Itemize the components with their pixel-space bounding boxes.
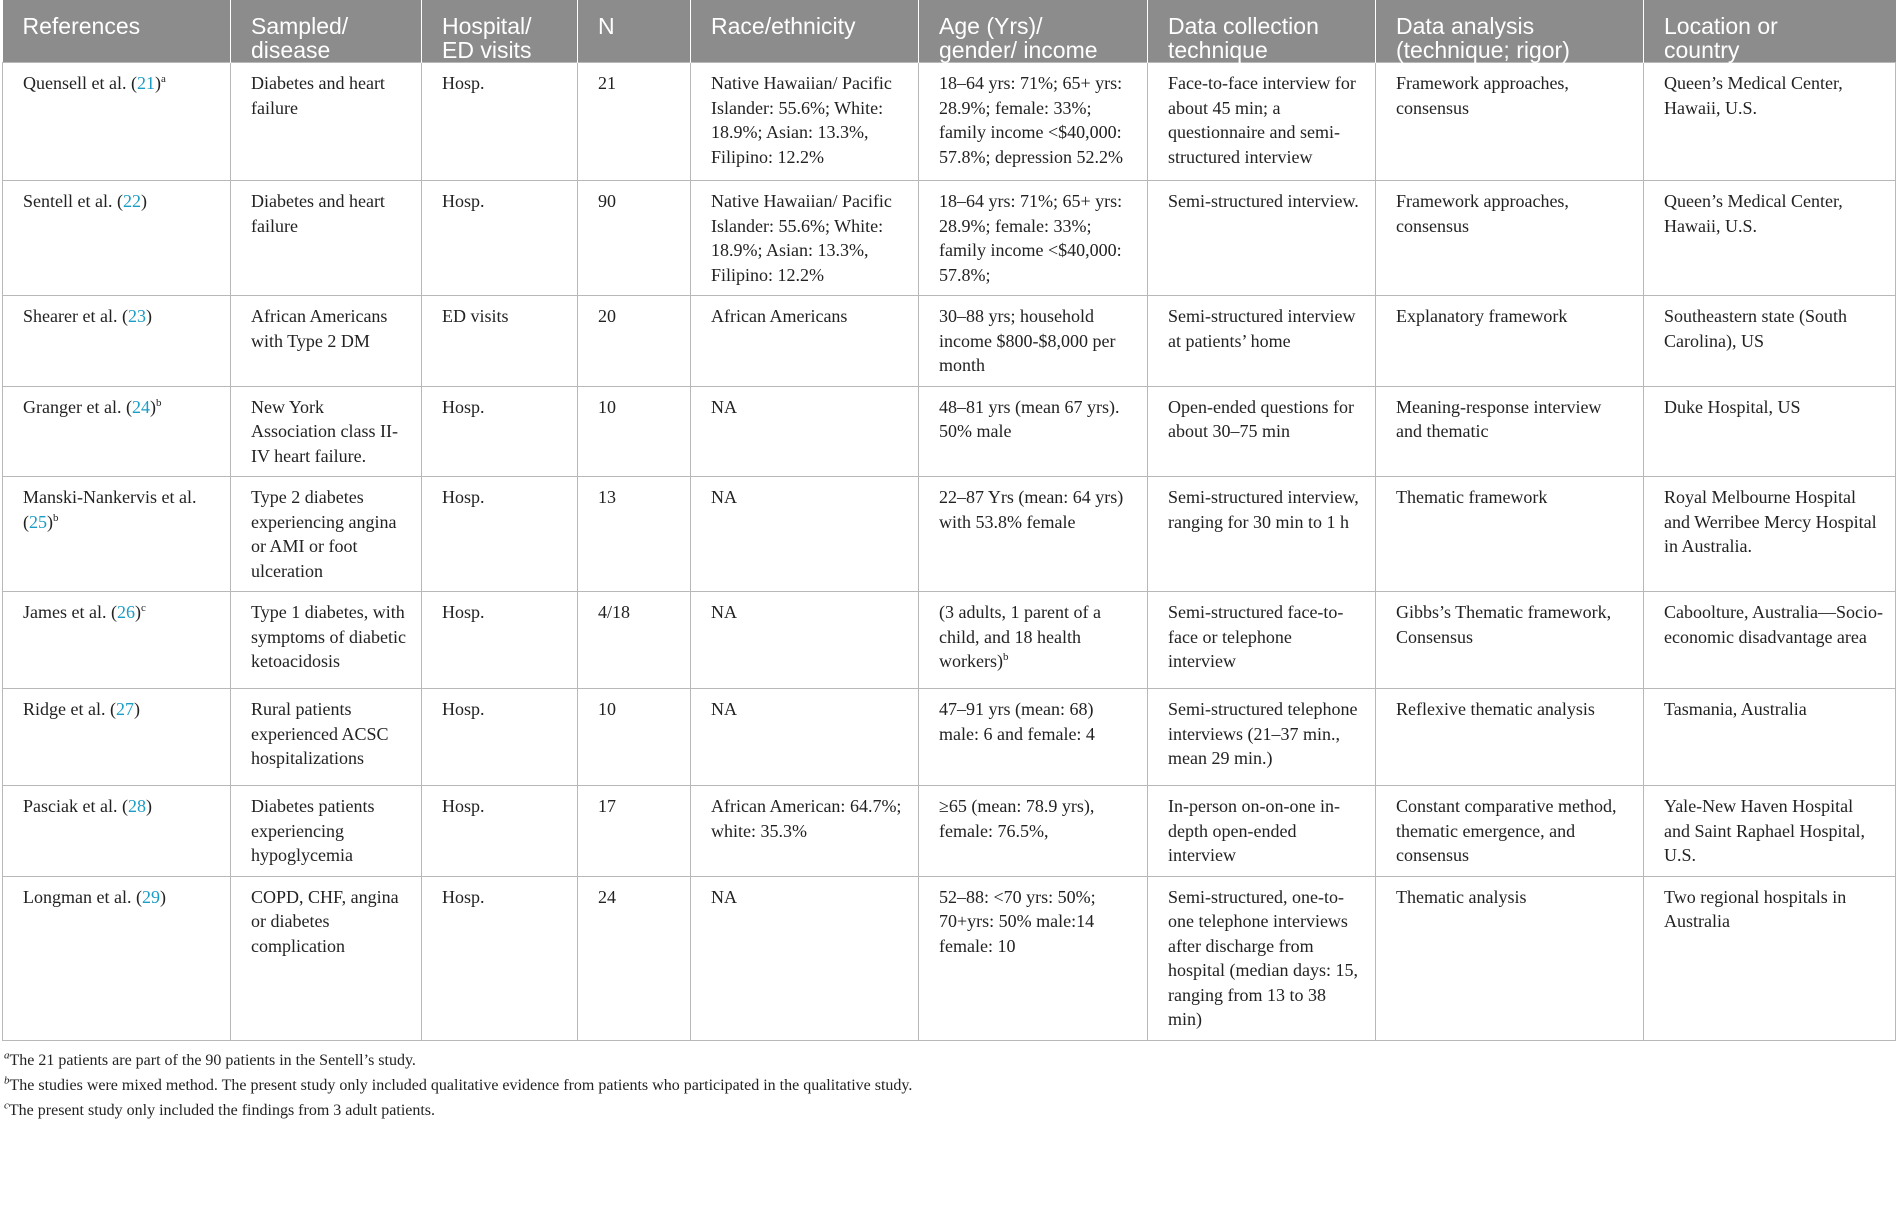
age-footnote-mark: b — [1002, 651, 1009, 663]
cell-location: Yale-New Haven Hospital and Saint Raphael Hospital, U.S. — [1644, 786, 1896, 877]
cell-age-gender-income — [919, 876, 1148, 1040]
cell-age-gender-income — [919, 181, 1148, 296]
cell-sampled-disease: New York Association class II-IV heart failure. — [231, 386, 422, 477]
cell-age-gender-income — [919, 296, 1148, 387]
reference-link[interactable]: 28 — [127, 796, 146, 816]
reference-close: ) — [145, 796, 152, 816]
table-row — [3, 477, 1896, 592]
header-row — [3, 0, 1896, 63]
column-header-line: Location or — [1664, 13, 1778, 39]
cell-data-collection: Semi-structured telephone interviews (21–37 min., mean 29 min.) — [1148, 689, 1376, 786]
cell-n: 21 — [578, 63, 691, 181]
cell-reference — [3, 786, 231, 877]
cell-age-gender-income — [919, 689, 1148, 786]
cell-location: Two regional hospitals in Australia — [1644, 876, 1896, 1040]
reference-footnote-mark: a — [160, 73, 166, 85]
cell-data-collection: Semi-structured interview at patients’ home — [1148, 296, 1376, 387]
age-text: 48–81 yrs (mean 67 yrs). 50% male — [939, 396, 1120, 441]
cell-race-ethnicity: Native Hawaiian/ Pacific Islander: 55.6%; White: 18.9%; Asian: 13.3%, Filipino: 12.2% — [691, 181, 919, 296]
cell-reference — [3, 876, 231, 1040]
cell-sampled-disease: African Americans with Type 2 DM — [231, 296, 422, 387]
cell-sampled-disease: Diabetes and heart failure — [231, 63, 422, 181]
cell-n: 13 — [578, 477, 691, 592]
column-header-n — [578, 0, 691, 63]
reference-footnote-mark: b — [155, 396, 162, 409]
footnote-text: The studies were mixed method. The present study only included qualitative evidence from patients who participated in the qualitative study. — [9, 1076, 913, 1094]
footnote-mark: a — [4, 1049, 10, 1062]
cell-hospital-ed-visits: Hosp. — [422, 786, 578, 877]
reference-author: Granger et al. ( — [23, 396, 132, 417]
cell-hospital-ed-visits: Hosp. — [422, 477, 578, 592]
age-text: ≥65 (mean: 78.9 yrs), female: 76.5%, — [939, 796, 1095, 841]
age-text: 52–88: <70 yrs: 50%; 70+yrs: 50% male:14 female: 10 — [939, 886, 1096, 956]
cell-age-gender-income — [919, 786, 1148, 877]
cell-hospital-ed-visits: Hosp. — [422, 63, 578, 181]
column-header-line: Hospital/ — [442, 13, 532, 39]
footnote-mark: b — [4, 1074, 10, 1087]
reference-close: ) — [134, 602, 141, 622]
cell-sampled-disease: Diabetes patients experiencing hypoglycemia — [231, 786, 422, 877]
cell-n: 24 — [578, 876, 691, 1040]
cell-age-gender-income — [919, 592, 1148, 689]
cell-hospital-ed-visits: Hosp. — [422, 386, 578, 477]
cell-reference — [3, 689, 231, 786]
cell-age-gender-income — [919, 386, 1148, 477]
reference-footnote-mark: b — [53, 511, 59, 524]
cell-hospital-ed-visits: ED visits — [422, 296, 578, 387]
cell-race-ethnicity: NA — [691, 689, 919, 786]
age-text: 22–87 Yrs (mean: 64 yrs) with 53.8% female — [939, 487, 1124, 532]
reference-link[interactable]: 21 — [136, 73, 155, 93]
table-row — [3, 181, 1896, 296]
reference-close: ) — [145, 306, 152, 326]
column-header-line: Race/ethnicity — [711, 13, 856, 39]
column-header-sampled-disease — [231, 0, 422, 63]
footnote — [4, 1098, 1897, 1123]
reference-author: Shearer et al. ( — [23, 306, 128, 326]
reference-link[interactable]: 24 — [131, 396, 150, 417]
column-header-line: Sampled/ — [251, 13, 349, 39]
cell-age-gender-income — [919, 477, 1148, 592]
cell-race-ethnicity: NA — [691, 477, 919, 592]
cell-sampled-disease: Diabetes and heart failure — [231, 181, 422, 296]
column-header-line: disease — [251, 37, 331, 63]
column-header-line: References — [22, 13, 141, 39]
column-header-data-collection-technique — [1148, 0, 1376, 63]
column-header-line: technique — [1168, 37, 1268, 63]
column-header-line: Age (Yrs)/ — [939, 13, 1043, 39]
cell-n: 20 — [578, 296, 691, 387]
footnote — [4, 1048, 1897, 1073]
cell-data-analysis: Meaning-response interview and thematic — [1376, 386, 1644, 477]
cell-reference — [3, 63, 231, 181]
cell-race-ethnicity: African American: 64.7%; white: 35.3% — [691, 786, 919, 877]
footnote — [4, 1073, 1897, 1098]
cell-location: Queen’s Medical Center, Hawaii, U.S. — [1644, 181, 1896, 296]
reference-author: Longman et al. ( — [23, 886, 142, 907]
reference-author: Quensell et al. ( — [23, 73, 137, 93]
reference-author: Manski-Nankervis et al. ( — [23, 487, 197, 532]
cell-n: 17 — [578, 786, 691, 877]
cell-reference — [3, 181, 231, 296]
cell-location: Southeastern state (South Carolina), US — [1644, 296, 1896, 387]
cell-race-ethnicity: NA — [691, 876, 919, 1040]
study-characteristics-table — [2, 0, 1896, 1041]
column-header-data-analysis — [1376, 0, 1644, 63]
reference-close: ) — [133, 699, 140, 719]
cell-race-ethnicity: Native Hawaiian/ Pacific Islander: 55.6%; White: 18.9%; Asian: 13.3%, Filipino: 12.2% — [691, 63, 919, 181]
table-row — [3, 592, 1896, 689]
column-header-race-ethnicity — [691, 0, 919, 63]
column-header-line: country — [1664, 37, 1740, 63]
cell-location: Duke Hospital, US — [1644, 386, 1896, 477]
cell-data-analysis: Framework approaches, consensus — [1376, 63, 1644, 181]
reference-link[interactable]: 29 — [141, 886, 160, 907]
cell-race-ethnicity: African Americans — [691, 296, 919, 387]
cell-reference — [3, 592, 231, 689]
cell-location: Royal Melbourne Hospital and Werribee Mercy Hospital in Australia. — [1644, 477, 1896, 592]
column-header-line: ED visits — [442, 37, 532, 63]
cell-data-analysis: Gibbs’s Thematic framework, Consensus — [1376, 592, 1644, 689]
cell-data-analysis: Framework approaches, consensus — [1376, 181, 1644, 296]
cell-sampled-disease: Rural patients experienced ACSC hospitalizations — [231, 689, 422, 786]
column-header-references — [3, 0, 231, 63]
reference-link[interactable]: 22 — [122, 191, 141, 211]
cell-location: Tasmania, Australia — [1644, 689, 1896, 786]
column-header-line: N — [598, 13, 615, 39]
cell-hospital-ed-visits: Hosp. — [422, 592, 578, 689]
cell-location: Queen’s Medical Center, Hawaii, U.S. — [1644, 63, 1896, 181]
table-row — [3, 386, 1896, 477]
cell-data-analysis: Constant comparative method, thematic emergence, and consensus — [1376, 786, 1644, 877]
cell-hospital-ed-visits: Hosp. — [422, 181, 578, 296]
reference-author: Pasciak et al. ( — [23, 796, 128, 816]
reference-link[interactable]: 27 — [115, 699, 134, 719]
column-header-location-country — [1644, 0, 1896, 63]
cell-data-collection: Semi-structured, one-to-one telephone interviews after discharge from hospital (median days: 15, ranging from 13 to 38 min) — [1148, 876, 1376, 1040]
age-text: 30–88 yrs; household income $800-$8,000 per month — [939, 306, 1116, 375]
column-header-line: (technique; rigor) — [1396, 37, 1570, 63]
reference-link[interactable]: 25 — [29, 511, 47, 532]
reference-author: Sentell et al. ( — [23, 191, 123, 211]
cell-race-ethnicity: NA — [691, 386, 919, 477]
cell-age-gender-income — [919, 63, 1148, 181]
footnote-text: The 21 patients are part of the 90 patients in the Sentell’s study. — [9, 1051, 416, 1069]
cell-reference — [3, 386, 231, 477]
cell-n: 10 — [578, 386, 691, 477]
cell-sampled-disease: Type 2 diabetes experiencing angina or AMI or foot ulceration — [231, 477, 422, 592]
reference-link[interactable]: 26 — [116, 602, 135, 622]
age-text: 18–64 yrs: 71%; 65+ yrs: 28.9%; female: 33%; family income <$40,000: 57.8%; — [939, 191, 1123, 285]
table-row — [3, 63, 1896, 181]
cell-hospital-ed-visits: Hosp. — [422, 689, 578, 786]
table-row — [3, 876, 1896, 1040]
reference-footnote-mark: c — [140, 602, 146, 614]
cell-location: Caboolture, Australia—Socio-economic disadvantage area — [1644, 592, 1896, 689]
table-row — [3, 786, 1896, 877]
cell-data-collection: Semi-structured interview. — [1148, 181, 1376, 296]
cell-data-analysis: Explanatory framework — [1376, 296, 1644, 387]
reference-link[interactable]: 23 — [127, 306, 146, 326]
cell-data-analysis: Reflexive thematic analysis — [1376, 689, 1644, 786]
cell-n: 10 — [578, 689, 691, 786]
reference-author: Ridge et al. ( — [23, 699, 116, 719]
cell-race-ethnicity: NA — [691, 592, 919, 689]
cell-sampled-disease: COPD, CHF, angina or diabetes complication — [231, 876, 422, 1040]
column-header-hospital-ed-visits — [422, 0, 578, 63]
cell-data-analysis: Thematic analysis — [1376, 876, 1644, 1040]
table-body — [3, 63, 1896, 1041]
footnote-text: The present study only included the findings from 3 adult patients. — [8, 1101, 436, 1119]
column-header-line: Data collection — [1168, 13, 1319, 39]
reference-close: ) — [154, 73, 161, 93]
table-row — [3, 689, 1896, 786]
cell-reference — [3, 477, 231, 592]
cell-reference — [3, 296, 231, 387]
reference-close: ) — [159, 886, 166, 907]
cell-sampled-disease: Type 1 diabetes, with symptoms of diabetic ketoacidosis — [231, 592, 422, 689]
age-text: 18–64 yrs: 71%; 65+ yrs: 28.9%; female: 33%; family income <$40,000: 57.8%; depression 52.2% — [939, 73, 1123, 167]
reference-close: ) — [149, 396, 156, 417]
age-text: 47–91 yrs (mean: 68) male: 6 and female: 4 — [939, 699, 1095, 744]
reference-author: James et al. ( — [23, 602, 117, 622]
cell-data-analysis: Thematic framework — [1376, 477, 1644, 592]
cell-data-collection: Semi-structured interview, ranging for 30 min to 1 h — [1148, 477, 1376, 592]
cell-hospital-ed-visits: Hosp. — [422, 876, 578, 1040]
column-header-age-gender-income — [919, 0, 1148, 63]
column-header-line: Data analysis — [1396, 13, 1535, 39]
cell-n: 90 — [578, 181, 691, 296]
cell-data-collection: Semi-structured face-to-face or telephone interview — [1148, 592, 1376, 689]
age-text: (3 adults, 1 parent of a child, and 18 health workers) — [939, 602, 1101, 671]
reference-close: ) — [140, 191, 147, 211]
cell-data-collection: Face-to-face interview for about 45 min; a questionnaire and semi-structured interview — [1148, 63, 1376, 181]
footnote-mark: c — [4, 1099, 9, 1112]
footnotes — [4, 1048, 1897, 1123]
column-header-line: gender/ income — [939, 37, 1098, 63]
cell-data-collection: Open-ended questions for about 30–75 min — [1148, 386, 1376, 477]
cell-data-collection: In-person on-on-one in-depth open-ended interview — [1148, 786, 1376, 877]
reference-close: ) — [47, 511, 53, 532]
cell-n: 4/18 — [578, 592, 691, 689]
table-row — [3, 296, 1896, 387]
